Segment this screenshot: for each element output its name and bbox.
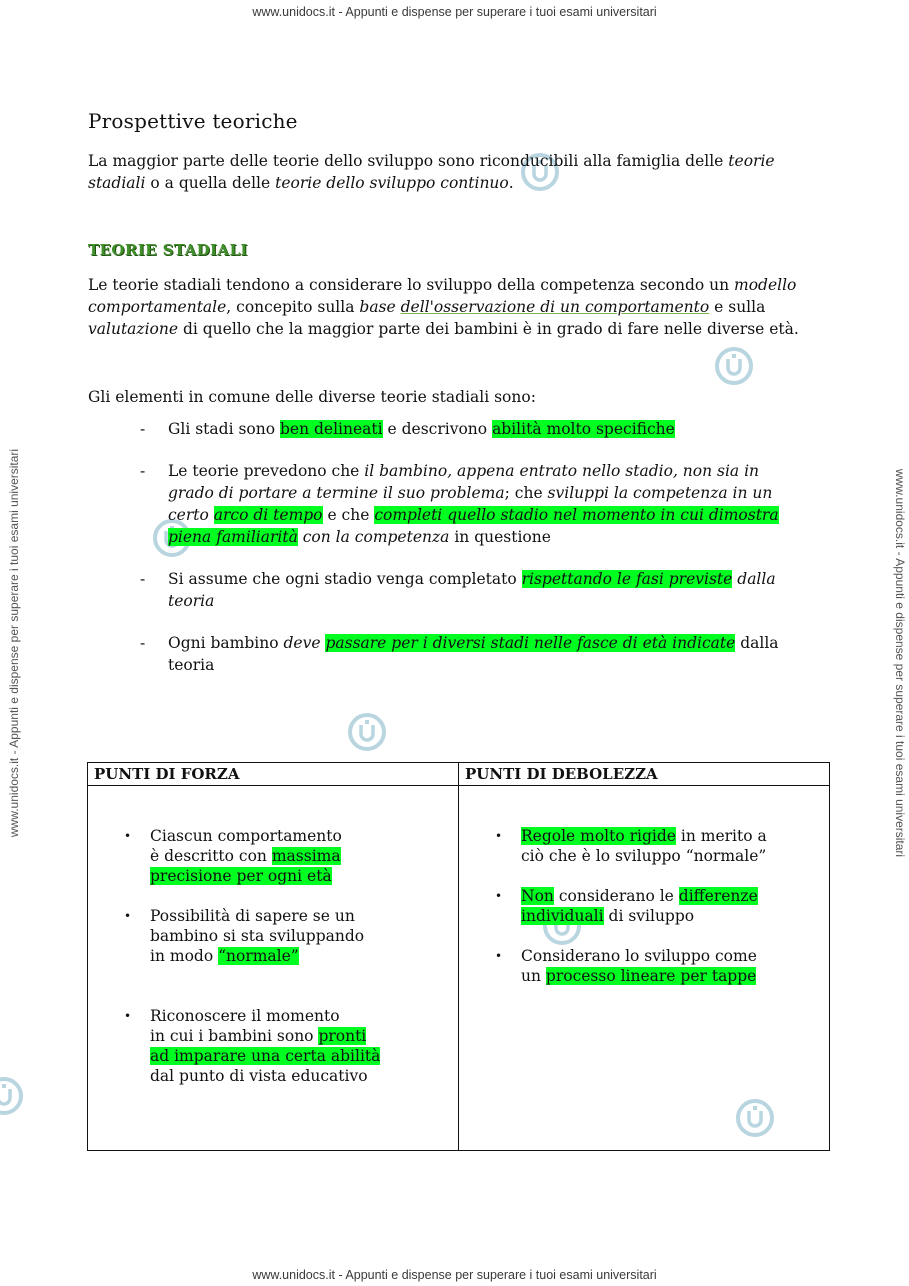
- unidocs-logo-icon: [0, 1074, 26, 1118]
- elements-intro: Gli elementi in comune delle diverse teorie stadiali sono:: [88, 388, 536, 406]
- table-header-debolezza: PUNTI DI DEBOLEZZA: [459, 763, 830, 786]
- watermark-left: www.unidocs.it - Appunti e dispense per superare i tuoi esami universitari: [7, 448, 21, 838]
- elements-list: [140, 418, 800, 696]
- forza-cell: [88, 786, 459, 1151]
- list-item: • Regole molto rigide in merito a ciò che è lo sviluppo “normale”: [495, 827, 767, 865]
- list-item: • Riconoscere il momento in cui i bambini sono pronti ad imparare una certa abilità dal punto di vista educativo: [124, 1007, 381, 1085]
- list-item: • Ciascun comportamento è descritto con massima precisione per ogni età: [124, 827, 342, 885]
- list-item: - Gli stadi sono ben delineati e descrivono abilità molto specifiche: [140, 420, 675, 438]
- debolezza-list: [495, 826, 829, 986]
- section-heading: TEORIE STADIALI: [88, 241, 248, 259]
- list-item: • Possibilità di sapere se un bambino si sta sviluppando in modo “normale”: [124, 907, 365, 965]
- intro-paragraph: La maggior parte delle teorie dello sviluppo sono riconducibili alla famiglia delle teorie stadiali o a quella delle teorie dello sviluppo continuo.: [88, 152, 775, 192]
- strengths-weaknesses-table: [87, 762, 830, 1151]
- list-item: • Non considerano le differenze individuali di sviluppo: [495, 887, 758, 925]
- stadiali-paragraph: Le teorie stadiali tendono a considerare lo sviluppo della competenza secondo un modello comportamentale, concepito sulla base dell'osservazione di un comportamento e sulla valutazione di quello che la maggior parte dei bambini è in grado di fare nelle diverse età.: [88, 276, 799, 338]
- watermark-right: www.unidocs.it - Appunti e dispense per superare i tuoi esami universitari: [893, 468, 907, 858]
- watermark-top: www.unidocs.it - Appunti e dispense per superare i tuoi esami universitari: [252, 5, 657, 19]
- watermark-bottom: www.unidocs.it - Appunti e dispense per superare i tuoi esami universitari: [252, 1268, 657, 1282]
- unidocs-logo-icon: [345, 710, 389, 754]
- table-header-forza: PUNTI DI FORZA: [88, 763, 459, 786]
- page-title: Prospettive teoriche: [88, 109, 298, 133]
- forza-list: [124, 826, 458, 1086]
- debolezza-cell: [459, 786, 830, 1151]
- list-item: - Le teorie prevedono che il bambino, appena entrato nello stadio, non sia in grado di portare a termine il suo problema; che sviluppi la competenza in un certo arco di tempo e che completi quello stadio nel momento in cui dimostra piena familiarità con la competenza in questione: [140, 462, 779, 546]
- list-item: - Ogni bambino deve passare per i diversi stadi nelle fasce di età indicate dalla teoria: [140, 634, 779, 674]
- unidocs-logo-icon: [712, 344, 756, 388]
- list-item: • Considerano lo sviluppo come un processo lineare per tappe: [495, 947, 757, 985]
- list-item: - Si assume che ogni stadio venga completato rispettando le fasi previste dalla teoria: [140, 570, 776, 610]
